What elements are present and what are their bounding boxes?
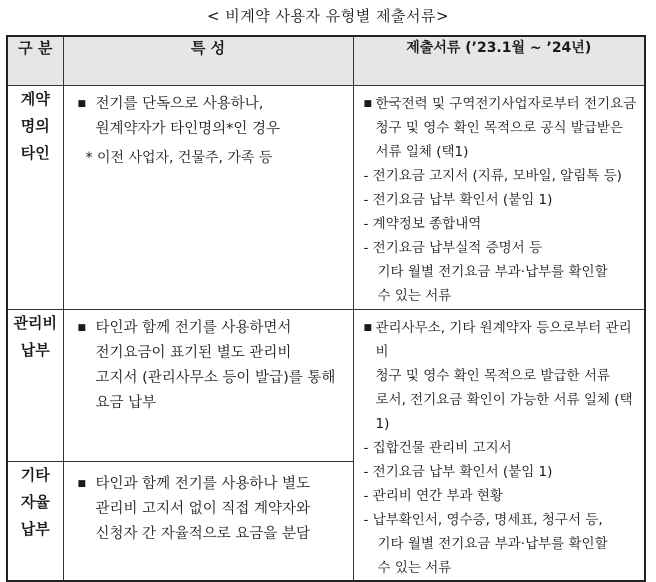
feature-cell	[63, 86, 353, 310]
category-cell: 계약 명의 타인	[7, 86, 63, 310]
document-item: - 계약정보 종합내역	[363, 216, 482, 232]
category-cell: 관리비 납부	[7, 310, 63, 462]
header-documents: 제출서류 (’23.1월 ~ ’24년)	[353, 36, 645, 86]
document-item: - 관리비 연간 부과 현황	[363, 488, 503, 504]
category-cell: 기타 자율 납부	[7, 462, 63, 581]
square-bullet-icon: ■	[77, 479, 87, 490]
square-bullet-icon: ■	[363, 99, 373, 109]
square-bullet-icon: ■	[77, 323, 87, 333]
footnote: * 이전 사업자, 건물주, 가족 등	[85, 150, 273, 166]
square-bullet-icon: ■	[77, 99, 87, 109]
table-row	[7, 86, 645, 310]
feature-item: ■ 타인과 함께 전기를 사용하면서 전기요금이 표기된 별도 관리비 고지서 (관리사무소 등이 발급)를 통해 요금 납부	[78, 316, 343, 416]
document-item: - 납부확인서, 영수증, 명세표, 청구서 등, 기타 월별 전기요금 부과·납부를 확인할 수 있는 서류	[363, 512, 608, 576]
header-category: 구 분	[7, 36, 63, 86]
feature-item: ■ 타인과 함께 전기를 사용하나 별도 관리비 고지서 없이 직접 계약자와 신청자 간 자율적으로 요금을 분담	[78, 472, 343, 547]
feature-cell	[63, 462, 353, 581]
document-title: < 비계약 사용자 유형별 제출서류>	[206, 7, 450, 25]
documents-intro: ■ 한국전력 및 구역전기사업자로부터 전기요금 청구 및 영수 확인 목적으로 공식 발급받은 서류 일체 (택1)	[364, 92, 639, 164]
table-row	[7, 310, 645, 462]
header-feature: 특 성	[63, 36, 353, 86]
document-item: - 집합건물 관리비 고지서	[363, 440, 512, 456]
feature-item: ■ 전기를 단독으로 사용하나, 원계약자가 타인명의*인 경우	[78, 92, 343, 142]
square-bullet-icon: ■	[363, 323, 373, 333]
documents-cell	[353, 310, 645, 582]
document-item: - 전기요금 납부 확인서 (붙임 1)	[363, 192, 553, 208]
feature-cell	[63, 310, 353, 462]
documents-cell	[353, 86, 645, 310]
document-item: - 전기요금 납부 확인서 (붙임 1)	[363, 464, 553, 480]
submission-documents-table	[6, 35, 646, 582]
document-item: - 전기요금 고지서 (지류, 모바일, 알림톡 등)	[363, 168, 622, 184]
documents-intro: ■ 관리사무소, 기타 원계약자 등으로부터 관리비 청구 및 영수 확인 목적으로 발급한 서류 로서, 전기요금 확인이 가능한 서류 일체 (택1)	[364, 316, 639, 436]
document-item: - 전기요금 납부실적 증명서 등 기타 월별 전기요금 부과·납부를 확인할 수 있는 서류	[363, 240, 608, 304]
table-header-row	[7, 36, 645, 86]
